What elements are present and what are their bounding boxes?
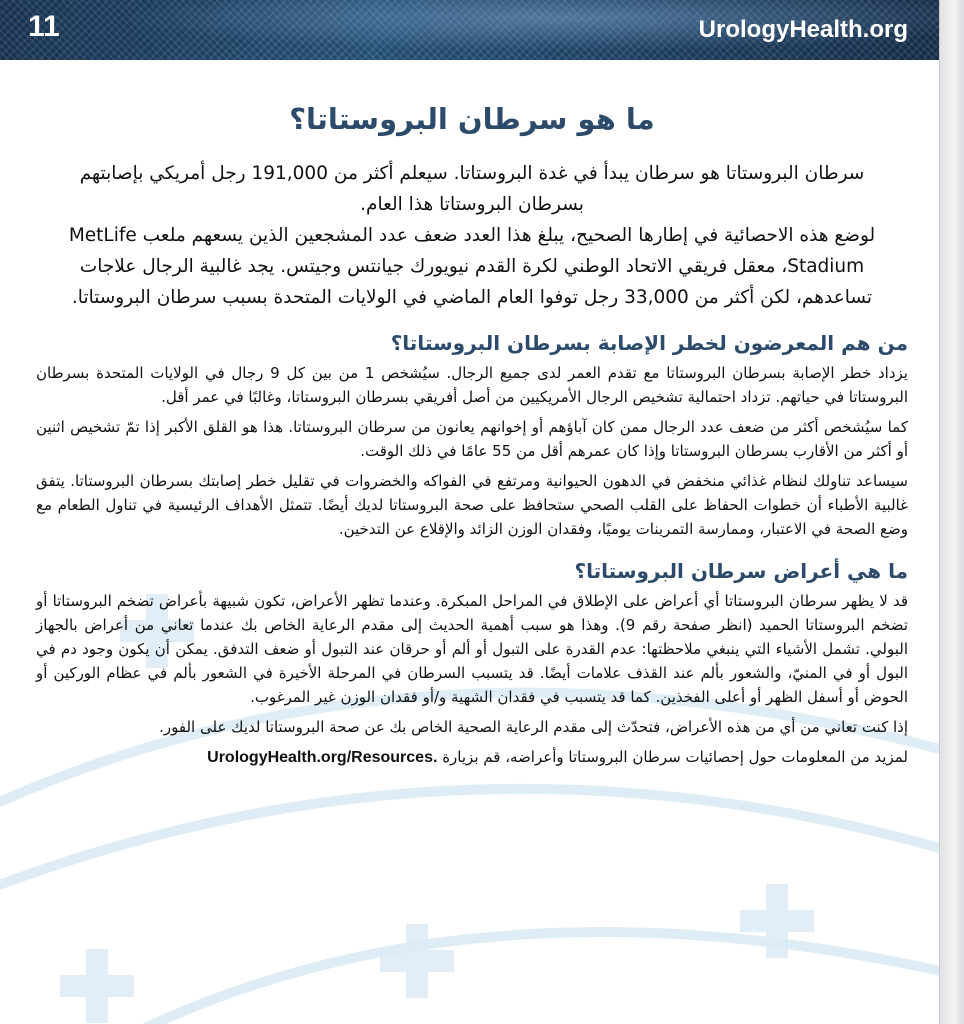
- section-heading-symptoms: ما هي أعراض سرطان البروستاتا؟: [574, 559, 908, 583]
- risk-paragraph-3: سيساعد تناولك لنظام غذائي منخفض في الدهون الحيوانية ومرتفع في الفواكه والخضروات في تقليل خطر إصابتك بسرطان البروستاتا. يتفق غالبية الأطباء أن خطوات الحفاظ على القلب الصحي ستحافظ على صحة البروستاتا لديك أيضًا. تتمثل الأهداف الرئيسية في تناول الطعام مع وضع الصحة في الاعتبار، وممارسة التمرينات يوميًا، وفقدان الوزن الزائد والإقلاع عن التدخين.: [36, 472, 908, 538]
- symptoms-paragraph-2: إذا كنت تعاني من أي من هذه الأعراض، فتحدّث إلى مقدم الرعاية الصحية الخاص بك عن صحة البروستاتا لديك على الفور.: [159, 718, 908, 736]
- page-edge: [939, 0, 964, 1024]
- closing-paragraph: [36, 745, 908, 770]
- site-name: UrologyHealth.org: [698, 16, 908, 43]
- page-header-banner: [0, 0, 940, 60]
- resources-link[interactable]: UrologyHealth.org/Resources.: [207, 749, 438, 766]
- article: [36, 90, 908, 776]
- section-heading-risk: من هم المعرضون لخطر الإصابة بسرطان البروستاتا؟: [390, 331, 908, 355]
- intro-paragraph-1: سرطان البروستاتا هو سرطان يبدأ في غدة البروستاتا. سيعلم أكثر من 191,000 رجل أمريكي بإصابتهم بسرطان البروستاتا هذا العام.: [79, 163, 865, 215]
- page-title: ما هو سرطان البروستاتا؟: [289, 102, 655, 136]
- intro-paragraph-2: لوضع هذه الاحصائية في إطارها الصحيح، يبلغ هذا العدد ضعف عدد المشجعين الذين يسعهم ملعب MetLife Stadium، معقل فريقي الاتحاد الوطني لكرة القدم نيويورك جيانتس وجيتس. يجد غالبية الرجال علاجات تساعدهم، لكن أكثر من 33,000 رجل توفوا العام الماضي في الولايات المتحدة بسبب سرطان البروستاتا.: [68, 225, 876, 308]
- symptoms-paragraph-1: قد لا يظهر سرطان البروستاتا أي أعراض على الإطلاق في المراحل المبكرة. وعندما تظهر الأعراض، تكون شبيهة بأعراض تضخم البروستاتا أو تضخم البروستاتا الحميد (انظر صفحة رقم 9). وهذا هو سبب أهمية الحديث إلى مقدم الرعاية الخاص بك عندما تعاني من أعراض بالجهاز البولي. تشمل الأشياء التي ينبغي ملاحظتها: عدم القدرة على التبول أو ألم أو حرقان عند التبول أو ضعف التدفق. يمكن أن يكون وجود دم في البول أو في المنيّ، والشعور بألم عند القذف علامات أيضًا. قد يتسبب السرطان في المرحلة الأخيرة في الشعور بألم في عظام الوركين أو الحوض أو أسفل الظهر أو أعلى الفخذين. كما قد يتسبب في فقدان الشهية و/أو فقدان الوزن غير المرغوب.: [36, 592, 908, 706]
- risk-paragraph-1: يزداد خطر الإصابة بسرطان البروستاتا مع تقدم العمر لدى جميع الرجال. سيُشخص 1 من بين كل 9 رجال في الولايات المتحدة بسرطان البروستاتا في حياتهم. تزداد احتمالية تشخيص الرجال الأمريكيين من أصل أفريقي بسرطان البروستاتا، وغالبًا في عمر أقل.: [36, 364, 908, 406]
- closing-text: لمزيد من المعلومات حول إحصائيات سرطان البروستاتا وأعراضه، قم بزيارة: [442, 748, 908, 766]
- risk-paragraph-2: كما سيُشخص أكثر من ضعف عدد الرجال ممن كان آباؤهم أو إخوانهم يعانون من سرطان البروستاتا. هذا هو القلق الأكبر إذا تمّ تشخيص اثنين أو أكثر من الأقارب بسرطان البروستاتا وإذا كان عمرهم أقل من 55 عامًا في ذلك الوقت.: [36, 418, 908, 460]
- page-number: 11: [28, 10, 60, 43]
